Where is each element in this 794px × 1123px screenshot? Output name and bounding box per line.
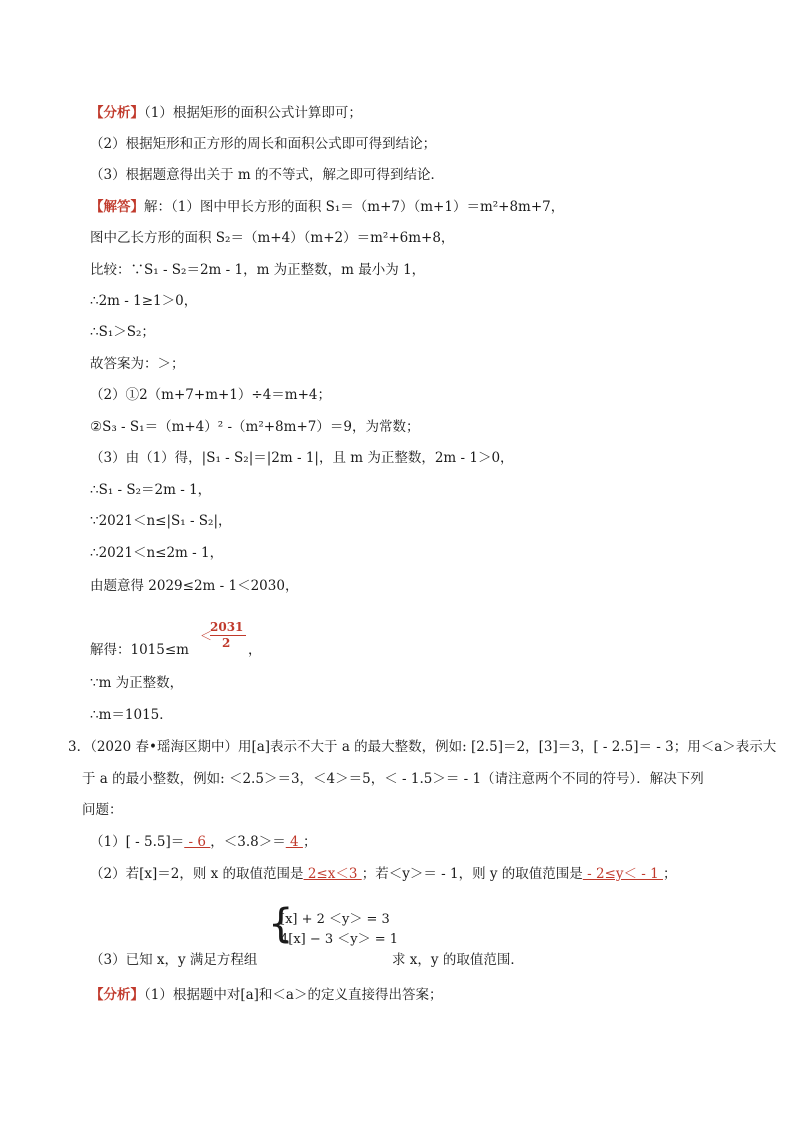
answer-line-12: ∴2021＜n≤2m - 1， [90,545,224,561]
part-1-text-b: ，＜3.8＞＝ [210,834,286,850]
answer-line-9: （3）由（1）得，|S₁ - S₂|＝|2m - 1|，且 m 为正整数，2m - 1＞0， [90,450,514,466]
analysis-2-text: （1）根据题中对[a]和＜a＞的定义直接得出答案； [144,987,443,1003]
analysis-line-3: （3）根据题意得出关于 m 的不等式，解之即可得到结论． [90,167,444,183]
question-3-part-2 [90,865,677,883]
analysis-line-2: （2）根据矩形和正方形的周长和面积公式即可得到结论； [90,136,437,152]
part-1-answer-1: - 6 [184,834,211,850]
analysis-text-1: （1）根据矩形的面积公式计算即可； [144,105,362,121]
question-number: 3． [68,739,91,755]
part-2-text-b: ；若＜y＞＝ - 1，则 y 的取值范围是 [361,866,583,882]
question-3-part-3-end: 求 x，y 的取值范围． [392,952,524,968]
part-2-answer-1: 2≤x＜3 [303,866,362,882]
analysis-line-1 [90,104,362,122]
fraction-denominator: 2 [222,636,231,650]
part-1-text-a: （1）[ - 5.5]＝ [90,834,185,850]
answer-line-16: ∴m＝1015． [90,707,173,723]
answer-line-15: ∵m 为正整数， [90,675,184,691]
answer-line-3: 比较：∵S₁ - S₂＝2m - 1，m 为正整数，m 最小为 1， [90,262,426,278]
part-2-answer-2: - 2≤y＜ - 1 [582,866,663,882]
analysis-tag: 【分析】 [90,105,144,121]
answer-line-2: 图中乙长方形的面积 S₂＝（m+4）（m+2）＝m²+6m+8， [90,230,455,246]
equation-row-1: [x] + 2 ＜y＞ = 3 [280,912,390,927]
analysis-tag-2: 【分析】 [90,987,144,1003]
answer-line-1 [90,198,564,216]
part-1-answer-2: 4 [285,834,303,850]
fraction-less-than: ＜ [200,629,213,643]
question-3-part-3: （3）已知 x，y 满足方程组 [90,952,258,968]
answer-tag: 【解答】 [90,199,144,215]
question-3-line-1 [68,738,776,756]
answer-line-11: ∵2021＜n≤|S₁ - S₂|， [90,513,232,529]
part-2-text-a: （2）若[x]＝2，则 x 的取值范围是 [90,866,304,882]
question-intro-a: 用[a]表示不大于 a 的最大整数，例如: [2.5]＝2，[3]＝3，[ - 2.5]＝ - 3；用＜a＞表示大 [237,739,777,755]
left-brace: { [268,901,294,947]
part-2-text-c: ； [663,866,677,882]
question-3-line-2: 于 a 的最小整数，例如: ＜2.5＞＝3，＜4＞＝5，＜ - 1.5＞＝ - 1（请注意两个不同的符号）．解决下列 [82,771,704,787]
answer-line-14-end: ， [248,642,262,658]
question-3-analysis [90,986,442,1004]
answer-line-4: ∴2m - 1≥1＞0， [90,293,198,309]
answer-line-8: ②S₃ - S₁＝（m+4）² -（m²+8m+7）＝9，为常数； [90,419,420,435]
answer-line-7: （2）①2（m+7+m+1）÷4＝m+4； [90,387,331,403]
answer-line-5: ∴S₁＞S₂； [90,324,155,340]
question-3-line-3: 问题： [82,802,123,818]
answer-text-1: 解：（1）图中甲长方形的面积 S₁＝（m+7）（m+1）＝m²+8m+7， [144,199,565,215]
answer-line-14: 解得：1015≤m [90,642,189,658]
equation-system [268,901,399,950]
part-1-text-c: ； [302,834,317,850]
question-3-part-1 [90,833,316,851]
answer-line-6: 故答案为：＞； [90,356,185,372]
equation-row-2: 4[x] − 3 ＜y＞ = 1 [280,932,399,947]
question-source: （2020 春•瑶海区期中） [90,739,238,755]
answer-line-13: 由题意得 2029≤2m - 1＜2030， [90,578,299,594]
fraction-numerator: 2031 [210,620,244,634]
answer-line-10: ∴S₁ - S₂＝2m - 1， [90,482,212,498]
